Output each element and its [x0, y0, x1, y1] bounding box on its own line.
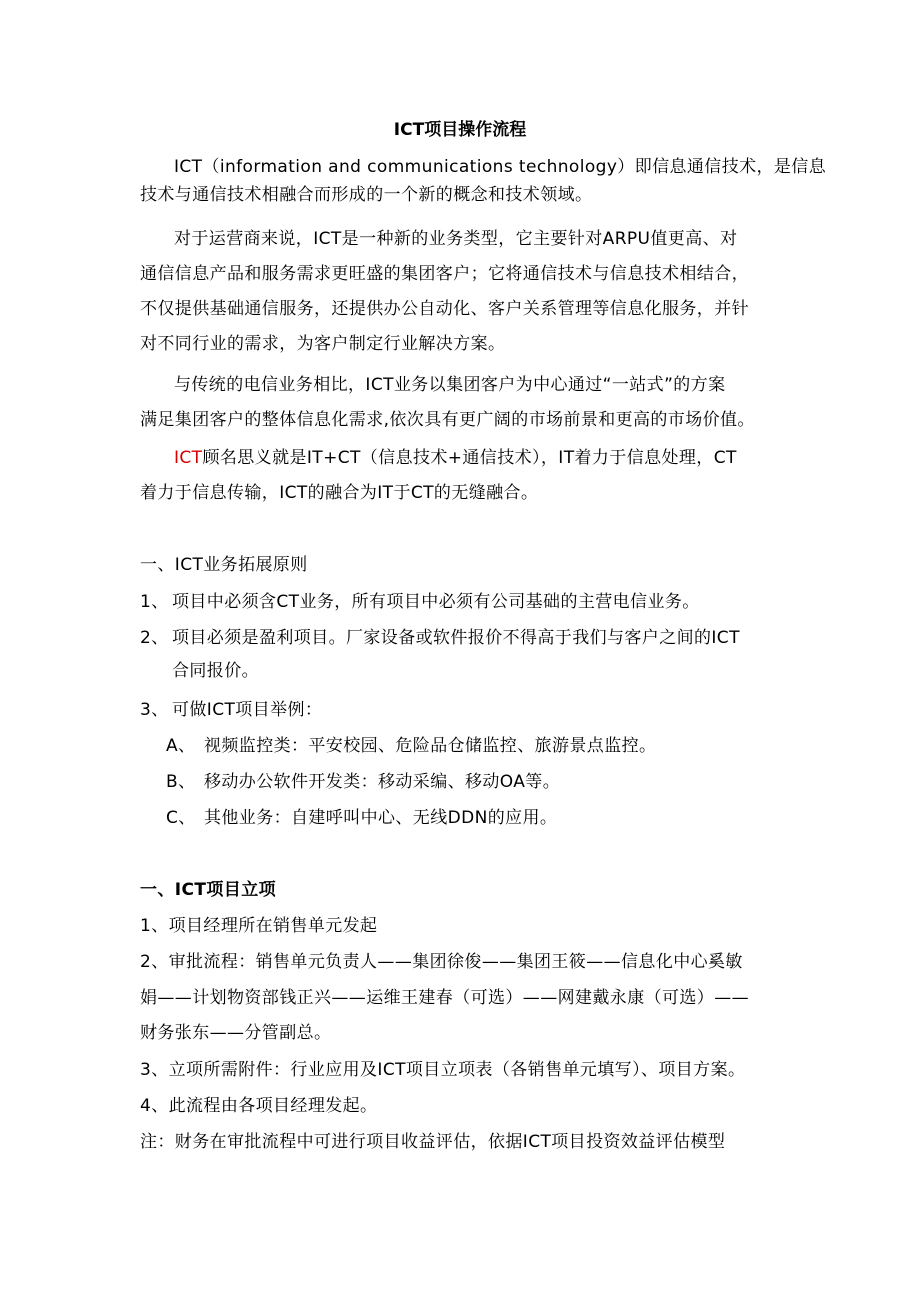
- ict-definition-line-2: 着力于信息传输，ICT的融合为IT于CT的无缝融合。: [140, 483, 539, 503]
- section1-heading: 一、ICT业务拓展原则: [140, 555, 308, 575]
- intro-line-2: 技术与通信技术相融合而形成的一个新的概念和技术领域。: [140, 185, 593, 205]
- example-item-c: 其他业务：自建呼叫中心、无线DDN的应用。: [204, 808, 558, 828]
- list-item-3: 可做ICT项目举例：: [172, 700, 323, 720]
- example-label-b: B、: [166, 772, 196, 792]
- list-item-1: 项目中必须含CT业务，所有项目中必须有公司基础的主营电信业务。: [172, 592, 700, 612]
- section2-line-5: 3、立项所需附件：行业应用及ICT项目立项表（各销售单元填写）、项目方案。: [140, 1060, 746, 1080]
- section2-line-3: 娟——计划物资部钱正兴——运维王建春（可选）——网建戴永康（可选）——: [140, 988, 749, 1008]
- example-label-c: C、: [166, 808, 196, 828]
- list-number-2: 2、: [140, 628, 169, 648]
- example-item-b: 移动办公软件开发类：移动采编、移动OA等。: [204, 772, 561, 792]
- section2-line-6: 4、此流程由各项目经理发起。: [140, 1096, 378, 1116]
- example-item-a: 视频监控类：平安校园、危险品仓储监控、旅游景点监控。: [204, 736, 657, 756]
- document-title: ICT项目操作流程: [393, 120, 527, 140]
- list-item-2-continuation: 合同报价。: [172, 661, 259, 681]
- list-number-3: 3、: [140, 700, 169, 720]
- example-label-a: A、: [166, 736, 196, 756]
- intro-line-3: 对于运营商来说，ICT是一种新的业务类型，它主要针对ARPU值更高、对: [174, 229, 738, 249]
- intro-line-8: 满足集团客户的整体信息化需求,依次具有更广阔的市场前景和更高的市场价值。: [140, 410, 755, 430]
- intro-line-1: ICT（information and communications technology）即信息通信技术，是信息: [174, 157, 827, 177]
- intro-line-6: 对不同行业的需求，为客户制定行业解决方案。: [140, 334, 506, 354]
- section2-line-4: 财务张东——分管副总。: [140, 1023, 332, 1043]
- ict-definition-rest: 顾名思义就是IT+CT（信息技术+通信技术），IT着力于信息处理，CT: [202, 448, 737, 468]
- list-number-1: 1、: [140, 592, 169, 612]
- ict-red-term: ICT: [174, 448, 203, 468]
- section2-note: 注：财务在审批流程中可进行项目收益评估，依据ICT项目投资效益评估模型: [140, 1132, 726, 1152]
- section2-line-2: 2、审批流程：销售单元负责人——集团徐俊——集团王筱——信息化中心奚敏: [140, 952, 743, 972]
- intro-line-5: 不仅提供基础通信服务，还提供办公自动化、客户关系管理等信息化服务，并针: [140, 299, 749, 319]
- list-item-2: 项目必须是盈利项目。厂家设备或软件报价不得高于我们与客户之间的ICT: [172, 628, 740, 648]
- intro-line-4: 通信信息产品和服务需求更旺盛的集团客户；它将通信技术与信息技术相结合，: [140, 264, 749, 284]
- ict-definition-line-1: [174, 446, 737, 470]
- section2-heading: 一、ICT项目立项: [140, 880, 276, 900]
- section2-line-1: 1、项目经理所在销售单元发起: [140, 916, 378, 936]
- intro-line-7: 与传统的电信业务相比，ICT业务以集团客户为中心通过“一站式”的方案: [174, 375, 726, 395]
